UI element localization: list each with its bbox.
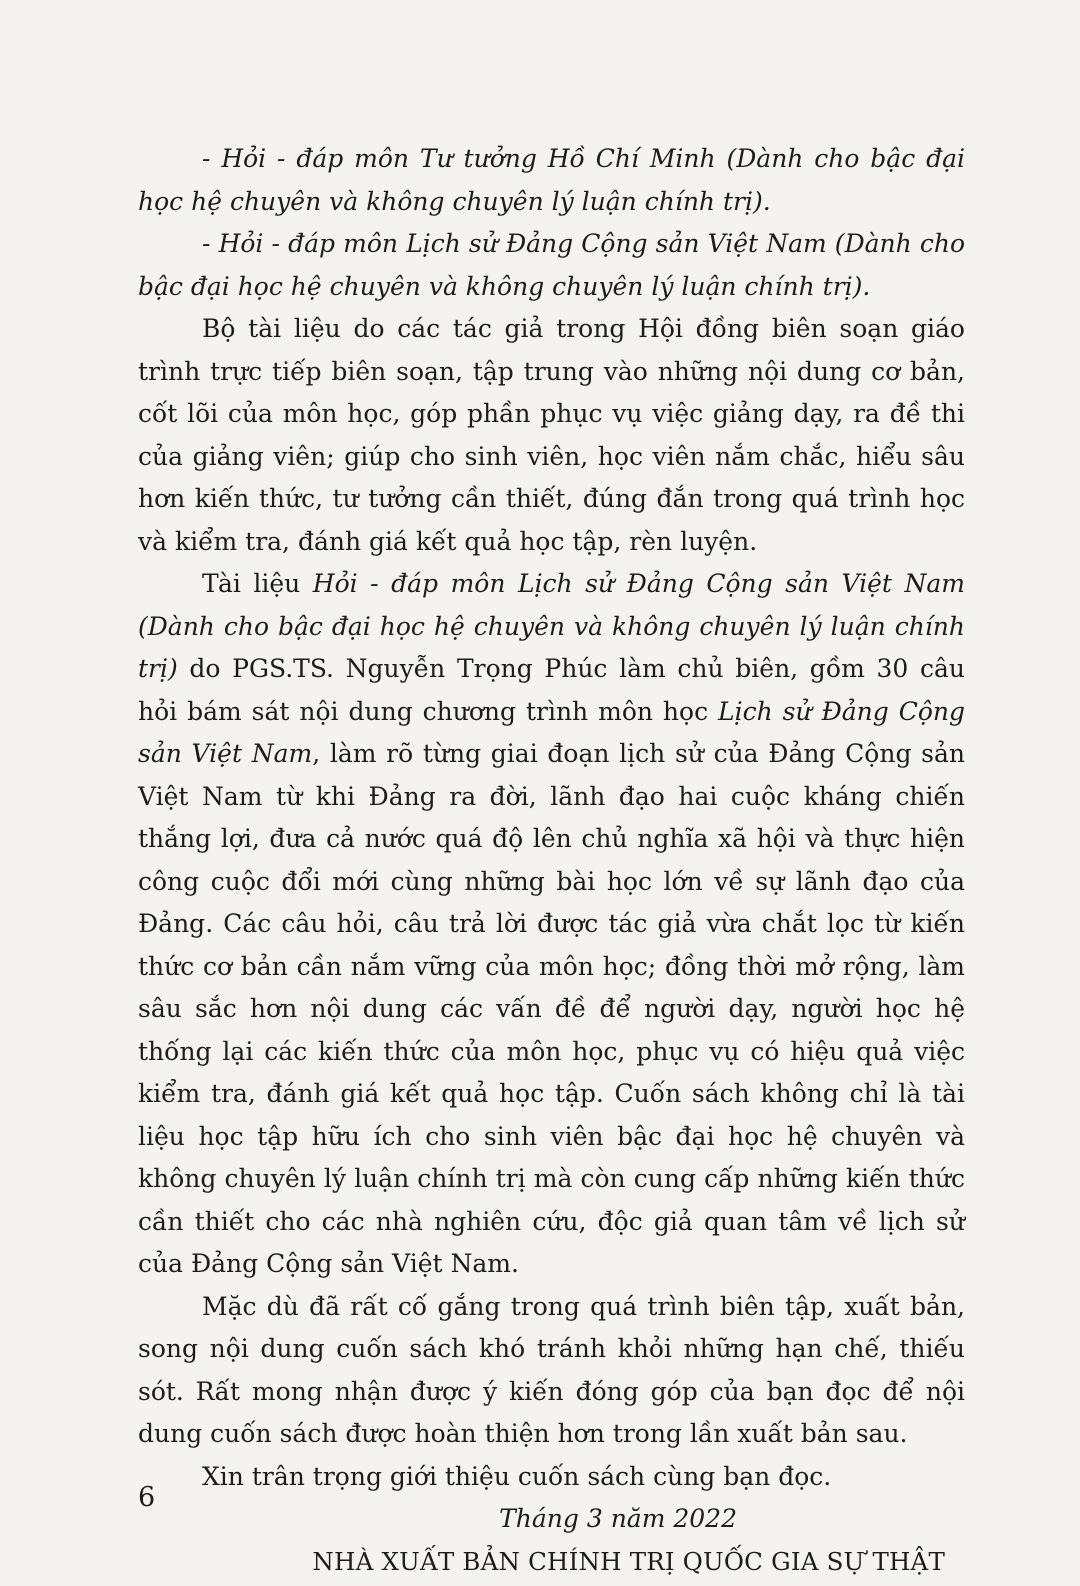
paragraph-item-tu-tuong: [138, 138, 965, 223]
paragraph-mac-du: [138, 1286, 965, 1456]
paragraph-segment: , làm rõ từng giai đoạn lịch sử của Đảng Cộng sản Việt Nam từ khi Đảng ra đời, lãnh đạo hai cuộc kháng chiến thắng lợi, đưa cả nước quá độ lên chủ nghĩa xã hội và thực hiện công cuộc đổi mới cùng những bài học lớn về sự lãnh đạo của Đảng. Các câu hỏi, câu trả lời được tác giả vừa chắt lọc từ kiến thức cơ bản cần nắm vững của môn học; đồng thời mở rộng, làm sâu sắc hơn nội dung các vấn đề để người dạy, người học hệ thống lại các kiến thức của môn học, phục vụ có hiệu quả việc kiểm tra, đánh giá kết quả học tập. Cuốn sách không chỉ là tài liệu học tập hữu ích cho sinh viên bậc đại học hệ chuyên và không chuyên lý luận chính trị mà còn cung cấp những kiến thức cần thiết cho các nhà nghiên cứu, độc giả quan tâm về lịch sử của Đảng Cộng sản Việt Nam.: [138, 739, 965, 1278]
paragraph-segment: Lịch sử Đảng Cộng sản Việt Nam: [138, 696, 965, 768]
paragraph-segment: - Hỏi - đáp môn Tư tưởng Hồ Chí Minh (Dành cho bậc đại học hệ chuyên và không chuyên lý luận chính trị).: [138, 144, 965, 216]
paragraph-segment: Mặc dù đã rất cố gắng trong quá trình biên tập, xuất bản, song nội dung cuốn sách khó tránh khỏi những hạn chế, thiếu sót. Rất mong nhận được ý kiến đóng góp của bạn đọc để nội dung cuốn sách được hoàn thiện hơn trong lần xuất bản sau.: [138, 1291, 965, 1448]
paragraph-xin-tran-trong: [138, 1456, 965, 1499]
paragraph-bo-tai-lieu: [138, 308, 965, 563]
paragraph-list: [138, 138, 965, 1498]
publisher-signature: NHÀ XUẤT BẢN CHÍNH TRỊ QUỐC GIA SỰ THẬT: [312, 1546, 945, 1576]
page-text-block: [138, 138, 965, 1583]
paragraph-segment: Tài liệu: [202, 569, 313, 598]
date-line: Tháng 3 năm 2022: [499, 1504, 737, 1533]
page-number: 6: [138, 1482, 156, 1513]
paragraph-segment: Hỏi - đáp môn Lịch sử Đảng Cộng sản Việt Nam (Dành cho bậc đại học hệ chuyên và không chuyên lý luận chính trị): [138, 569, 965, 683]
paragraph-segment: - Hỏi - đáp môn Lịch sử Đảng Cộng sản Việt Nam (Dành cho bậc đại học hệ chuyên và không chuyên lý luận chính trị).: [138, 229, 965, 301]
paragraph-segment: do PGS.TS. Nguyễn Trọng Phúc làm chủ biên, gồm 30 câu hỏi bám sát nội dung chương trình môn học: [138, 654, 965, 726]
paragraph-segment: Bộ tài liệu do các tác giả trong Hội đồng biên soạn giáo trình trực tiếp biên soạn, tập trung vào những nội dung cơ bản, cốt lõi của môn học, góp phần phục vụ việc giảng dạy, ra đề thi của giảng viên; giúp cho sinh viên, học viên nắm chắc, hiểu sâu hơn kiến thức, tư tưởng cần thiết, đúng đắn trong quá trình học và kiểm tra, đánh giá kết quả học tập, rèn luyện.: [138, 314, 965, 556]
paragraph-segment: Xin trân trọng giới thiệu cuốn sách cùng bạn đọc.: [202, 1461, 832, 1491]
paragraph-item-lich-su: [138, 223, 965, 308]
paragraph-tai-lieu: [138, 563, 965, 1286]
